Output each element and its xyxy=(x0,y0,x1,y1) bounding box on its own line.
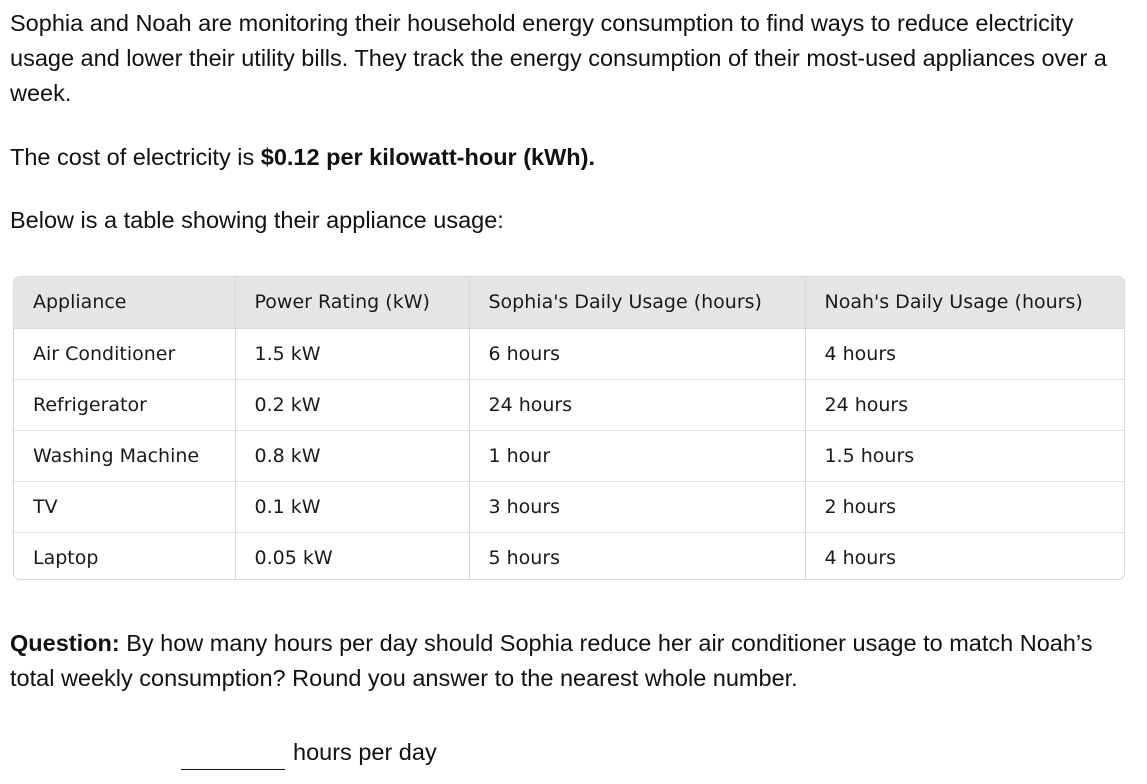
cell-appliance: Air Conditioner xyxy=(14,328,235,379)
cost-value: $0.12 per kilowatt-hour (kWh). xyxy=(260,144,596,170)
header-sophia-usage: Sophia's Daily Usage (hours) xyxy=(469,277,805,328)
cell-power: 0.05 kW xyxy=(235,532,469,580)
header-appliance: Appliance xyxy=(14,277,235,328)
cell-noah: 1.5 hours xyxy=(805,430,1124,481)
appliance-table-container xyxy=(13,276,1125,580)
table-header-row xyxy=(14,277,1124,328)
table-row xyxy=(14,532,1124,580)
cell-power: 0.8 kW xyxy=(235,430,469,481)
answer-line xyxy=(181,735,437,770)
appliance-usage-table xyxy=(14,277,1124,580)
answer-suffix: hours per day xyxy=(293,739,437,765)
cell-sophia: 24 hours xyxy=(469,379,805,430)
cell-noah: 2 hours xyxy=(805,481,1124,532)
intro-paragraph: Sophia and Noah are monitoring their household energy consumption to find ways to reduce electricity usage and lower their utility bills. They track the energy consumption of their most-used appliances over a week. xyxy=(10,10,1107,106)
cell-appliance: Washing Machine xyxy=(14,430,235,481)
table-row xyxy=(14,481,1124,532)
cell-sophia: 5 hours xyxy=(469,532,805,580)
cell-sophia: 3 hours xyxy=(469,481,805,532)
cell-noah: 4 hours xyxy=(805,328,1124,379)
answer-blank[interactable] xyxy=(181,741,285,770)
cost-prefix: The cost of electricity is xyxy=(10,144,261,170)
cell-power: 0.2 kW xyxy=(235,379,469,430)
cell-sophia: 1 hour xyxy=(469,430,805,481)
cell-sophia: 6 hours xyxy=(469,328,805,379)
cell-appliance: Refrigerator xyxy=(14,379,235,430)
header-noah-usage: Noah's Daily Usage (hours) xyxy=(805,277,1124,328)
question-text: By how many hours per day should Sophia reduce her air conditioner usage to match Noah’s total weekly consumption? Round you answer to the nearest whole number. xyxy=(10,630,1093,691)
table-intro: Below is a table showing their appliance usage: xyxy=(10,207,504,233)
cell-appliance: Laptop xyxy=(14,532,235,580)
cell-power: 0.1 kW xyxy=(235,481,469,532)
header-power-rating: Power Rating (kW) xyxy=(235,277,469,328)
question-paragraph xyxy=(10,626,1120,696)
table-row xyxy=(14,430,1124,481)
question-label: Question: xyxy=(10,630,120,656)
table-row xyxy=(14,379,1124,430)
cell-noah: 24 hours xyxy=(805,379,1124,430)
cell-noah: 4 hours xyxy=(824,546,897,569)
cost-paragraph xyxy=(10,140,595,175)
cell-power: 1.5 kW xyxy=(235,328,469,379)
table-row xyxy=(14,328,1124,379)
cell-appliance: TV xyxy=(14,481,235,532)
